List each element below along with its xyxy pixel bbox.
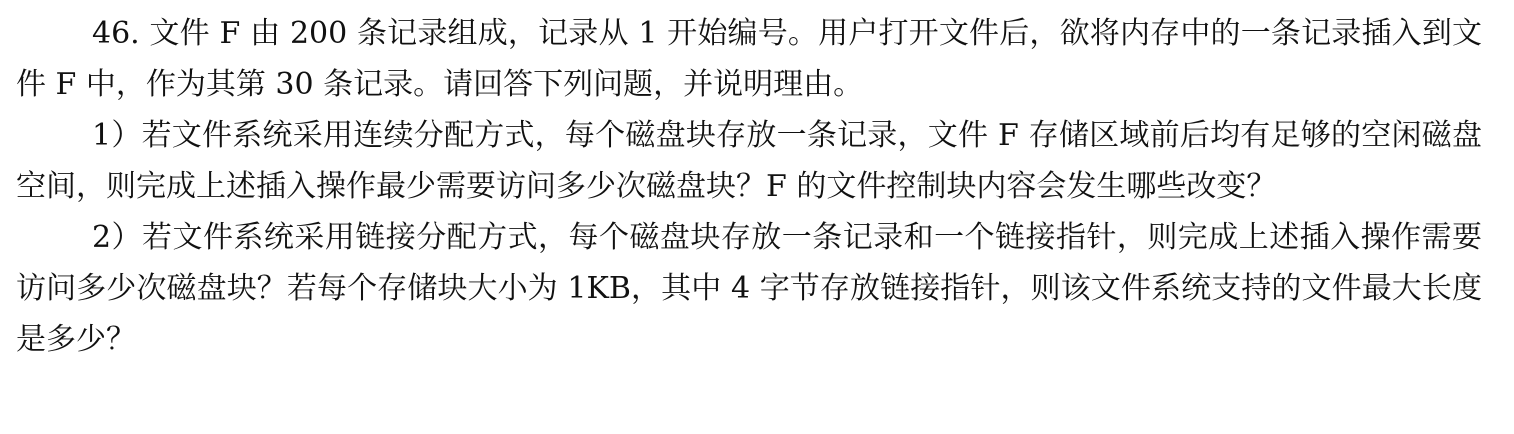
question-stem: 46. 文件 F 由 200 条记录组成，记录从 1 开始编号。用户打开文件后，欲将内存中的一条记录插入到文件 F 中，作为其第 30 条记录。请回答下列问题，并说明理由。 <box>16 16 1482 102</box>
question-part-2: 2）若文件系统采用链接分配方式，每个磁盘块存放一条记录和一个链接指针，则完成上述插入操作需要访问多少次磁盘块？若每个存储块大小为 1KB，其中 4 字节存放链接指针，则该文件系统支持的文件最大长度是多少？ <box>16 220 1482 357</box>
question-part-1: 1）若文件系统采用连续分配方式，每个磁盘块存放一条记录，文件 F 存储区域前后均有足够的空闲磁盘空间，则完成上述插入操作最少需要访问多少次磁盘块？F 的文件控制块内容会发生哪些改变？ <box>16 118 1482 204</box>
exam-question <box>16 8 1482 365</box>
